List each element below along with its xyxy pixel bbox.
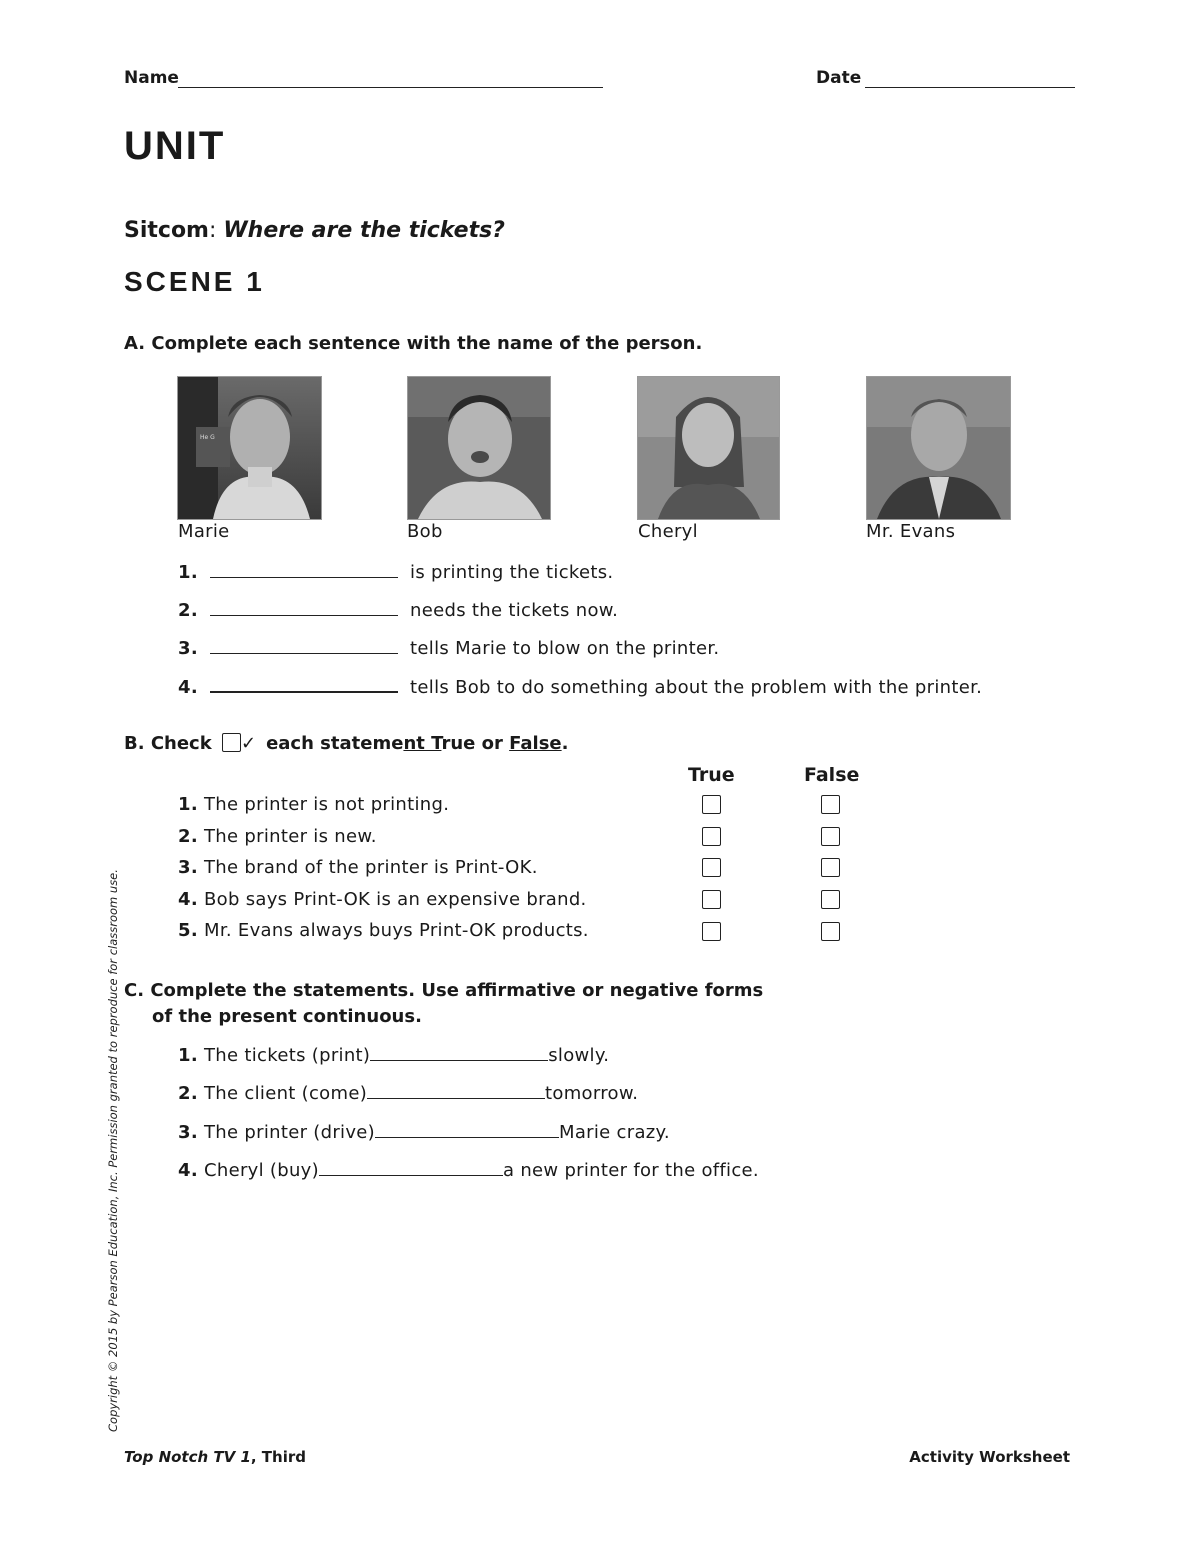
item-text: The printer is new. [204,826,377,847]
item-text: needs the tickets now. [410,600,619,621]
true-checkbox[interactable] [702,922,721,941]
section-b-item [178,857,538,878]
section-b-underlined: nt T [403,733,442,754]
person-name-cheryl: Cheryl [638,521,698,542]
column-false-header: False [804,764,860,786]
footer-right: Activity Worksheet [909,1448,1070,1466]
answer-blank[interactable] [210,635,398,654]
checkmark-icon: ✓ [240,733,257,754]
section-b-item [178,826,377,847]
false-checkbox[interactable] [821,922,840,941]
section-c-instruction-line1: C. Complete the statements. Use affirmative or negative forms [124,980,764,1001]
person-name-bob: Bob [407,521,443,542]
item-before-text: The tickets (print) [204,1045,371,1066]
item-text: is printing the tickets. [410,562,614,583]
photo-bob [407,376,551,520]
item-number: 4. [178,677,198,698]
footer-left [124,1448,306,1466]
item-number: 2. [178,826,198,847]
answer-blank[interactable] [375,1119,559,1138]
item-number: 5. [178,920,198,941]
false-checkbox[interactable] [821,858,840,877]
item-number: 3. [178,1122,198,1143]
unit-heading: UNIT [124,124,226,168]
true-checkbox[interactable] [702,890,721,909]
item-before-text: Cheryl (buy) [204,1160,319,1181]
section-b-item [178,920,589,941]
footer-book-title: Top Notch TV 1 [124,1448,251,1466]
date-field[interactable] [865,87,1075,88]
photo-marie [177,376,322,520]
section-c-item [178,1080,638,1104]
section-b-prefix: B. Check [124,733,212,754]
item-number: 1. [178,1045,198,1066]
photo-cheryl [637,376,780,520]
section-c-item [178,1157,759,1181]
item-after-text: Marie crazy. [559,1122,670,1143]
section-c-instruction-line2: of the present continuous. [152,1006,422,1027]
person-name-marie: Marie [178,521,230,542]
section-a-item [178,597,618,621]
false-checkbox[interactable] [821,795,840,814]
answer-blank[interactable] [210,559,398,578]
section-a-item [178,673,982,698]
item-after-text: tomorrow. [545,1083,639,1104]
item-before-text: The client (come) [204,1083,368,1104]
section-c-item [178,1119,670,1143]
item-number: 4. [178,1160,198,1181]
answer-blank[interactable] [367,1080,545,1099]
item-number: 1. [178,562,198,583]
section-a-instruction: A. Complete each sentence with the name of the person. [124,333,703,354]
name-field[interactable] [178,87,603,88]
sitcom-colon: : [208,218,224,243]
item-text: Mr. Evans always buys Print-OK products. [204,920,589,941]
item-number: 4. [178,889,198,910]
section-b-mid: each stateme [266,733,404,754]
photo-background-text: He G [200,434,215,441]
section-b-item [178,889,587,910]
item-number: 2. [178,1083,198,1104]
photo-mr-evans [866,376,1011,520]
answer-blank[interactable] [370,1042,548,1061]
sitcom-episode-title: Where are the tickets? [223,218,505,243]
false-checkbox[interactable] [821,890,840,909]
date-label: Date [816,68,862,88]
section-a-item [178,635,719,659]
section-a-item [178,559,613,583]
item-text: The brand of the printer is Print-OK. [204,857,538,878]
person-name-mr-evans: Mr. Evans [866,521,956,542]
false-checkbox[interactable] [821,827,840,846]
name-label: Name [124,68,179,88]
item-number: 3. [178,638,198,659]
section-b-period: . [561,733,569,754]
column-true-header: True [688,764,735,786]
footer-edition: , Third [250,1448,306,1466]
answer-blank[interactable] [319,1157,503,1176]
section-b-false-word: False [509,733,562,754]
true-checkbox[interactable] [702,795,721,814]
section-b-rue: rue or [441,733,503,754]
copyright-notice: Copyright © 2015 by Pearson Education, Inc. Permission granted to reproduce for classroom use. [106,869,120,1432]
item-after-text: a new printer for the office. [502,1160,759,1181]
item-text: tells Marie to blow on the printer. [410,638,720,659]
checkbox-example-icon [222,733,241,752]
scene-heading: SCENE 1 [124,266,265,297]
section-c-item [178,1042,609,1066]
item-number: 2. [178,600,198,621]
item-text: Bob says Print-OK is an expensive brand. [204,889,587,910]
item-number: 1. [178,794,198,815]
sitcom-title [124,218,505,243]
item-after-text: slowly. [548,1045,610,1066]
true-checkbox[interactable] [702,827,721,846]
section-b-item [178,794,449,815]
item-before-text: The printer (drive) [204,1122,375,1143]
item-text: tells Bob to do something about the problem with the printer. [410,677,983,698]
section-b-instruction [124,733,568,754]
answer-blank[interactable] [210,673,398,693]
answer-blank[interactable] [210,597,398,616]
item-text: The printer is not printing. [204,794,450,815]
item-number: 3. [178,857,198,878]
true-checkbox[interactable] [702,858,721,877]
sitcom-prefix: Sitcom [124,218,209,243]
